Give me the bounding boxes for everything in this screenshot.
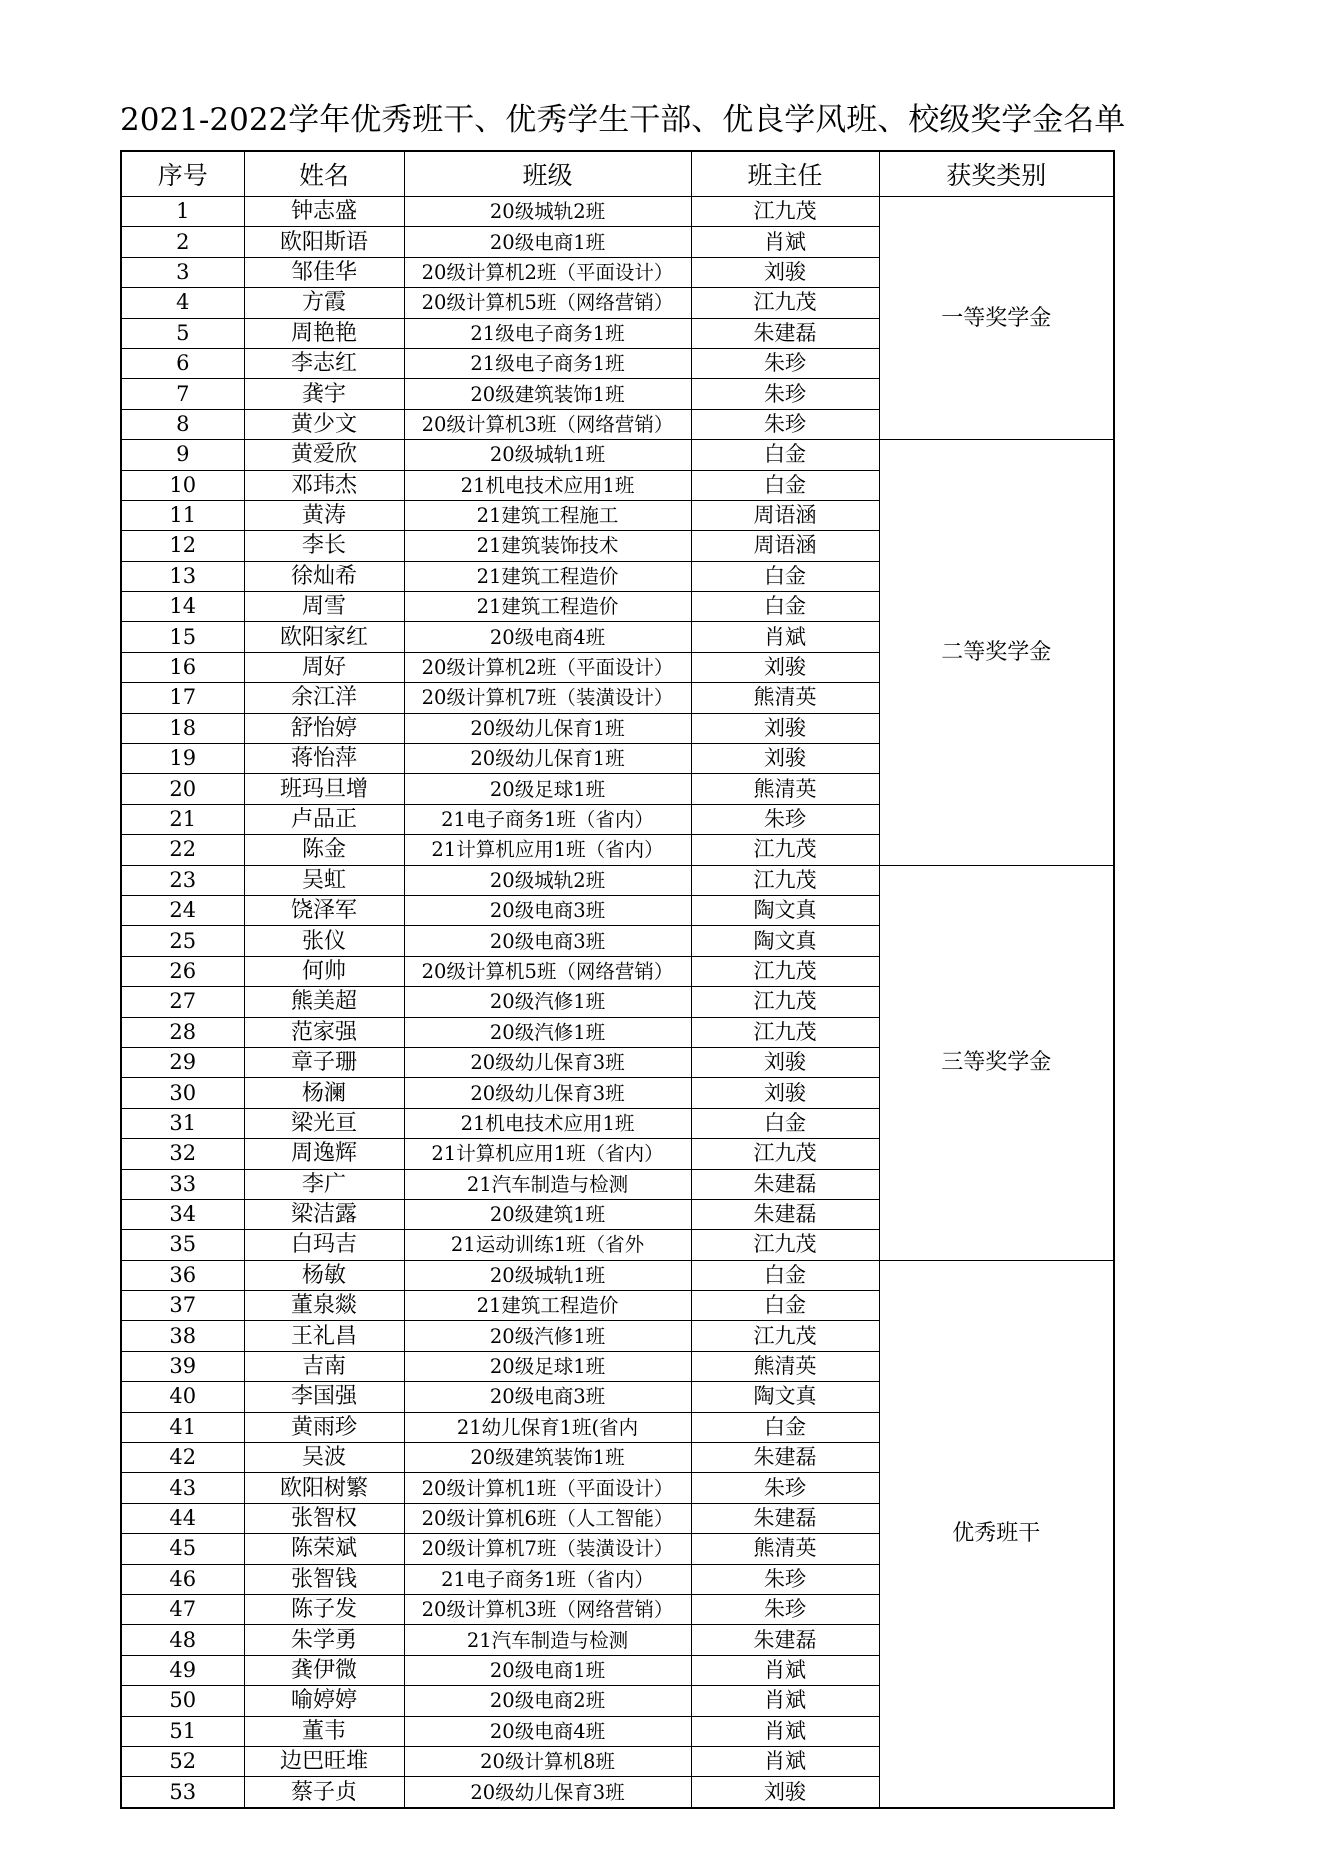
head-teacher: 熊清英 bbox=[691, 1534, 879, 1564]
class-name: 21级电子商务1班 bbox=[404, 348, 691, 378]
class-name: 21建筑工程造价 bbox=[404, 561, 691, 591]
student-name: 卢品正 bbox=[244, 804, 404, 834]
head-teacher: 朱建磊 bbox=[691, 1199, 879, 1229]
class-name: 20级城轨2班 bbox=[404, 865, 691, 895]
class-name: 21机电技术应用1班 bbox=[404, 470, 691, 500]
student-name: 李国强 bbox=[244, 1382, 404, 1412]
student-name: 梁光亘 bbox=[244, 1108, 404, 1138]
row-index: 38 bbox=[121, 1321, 244, 1351]
student-name: 董泉燚 bbox=[244, 1291, 404, 1321]
class-name: 20级建筑装饰1班 bbox=[404, 1443, 691, 1473]
row-index: 24 bbox=[121, 895, 244, 925]
head-teacher: 刘骏 bbox=[691, 1047, 879, 1077]
row-index: 30 bbox=[121, 1078, 244, 1108]
head-teacher: 朱建磊 bbox=[691, 1169, 879, 1199]
row-index: 39 bbox=[121, 1351, 244, 1381]
student-name: 梁洁露 bbox=[244, 1199, 404, 1229]
head-teacher: 熊清英 bbox=[691, 1351, 879, 1381]
head-teacher: 肖斌 bbox=[691, 1746, 879, 1776]
head-teacher: 白金 bbox=[691, 592, 879, 622]
student-name: 王礼昌 bbox=[244, 1321, 404, 1351]
class-name: 20级城轨1班 bbox=[404, 1260, 691, 1290]
head-teacher: 肖斌 bbox=[691, 1716, 879, 1746]
row-index: 3 bbox=[121, 257, 244, 287]
class-name: 20级计算机5班（网络营销） bbox=[404, 288, 691, 318]
header-class: 班级 bbox=[404, 151, 691, 197]
student-name: 李志红 bbox=[244, 348, 404, 378]
class-name: 21建筑工程造价 bbox=[404, 592, 691, 622]
header-teacher: 班主任 bbox=[691, 151, 879, 197]
head-teacher: 陶文真 bbox=[691, 895, 879, 925]
student-name: 龚伊微 bbox=[244, 1655, 404, 1685]
row-index: 6 bbox=[121, 348, 244, 378]
row-index: 15 bbox=[121, 622, 244, 652]
head-teacher: 朱珍 bbox=[691, 1564, 879, 1594]
class-name: 20级建筑装饰1班 bbox=[404, 379, 691, 409]
student-name: 欧阳树繁 bbox=[244, 1473, 404, 1503]
row-index: 17 bbox=[121, 683, 244, 713]
row-index: 7 bbox=[121, 379, 244, 409]
header-award-category: 获奖类别 bbox=[879, 151, 1114, 197]
class-name: 20级电商1班 bbox=[404, 1655, 691, 1685]
student-name: 章子珊 bbox=[244, 1047, 404, 1077]
award-category: 三等奖学金 bbox=[879, 865, 1114, 1260]
class-name: 21机电技术应用1班 bbox=[404, 1108, 691, 1138]
class-name: 20级计算机2班（平面设计） bbox=[404, 257, 691, 287]
row-index: 14 bbox=[121, 592, 244, 622]
class-name: 21汽车制造与检测 bbox=[404, 1169, 691, 1199]
class-name: 20级足球1班 bbox=[404, 1351, 691, 1381]
row-index: 43 bbox=[121, 1473, 244, 1503]
head-teacher: 刘骏 bbox=[691, 257, 879, 287]
class-name: 21建筑工程施工 bbox=[404, 500, 691, 530]
class-name: 20级汽修1班 bbox=[404, 1017, 691, 1047]
student-name: 黄雨珍 bbox=[244, 1412, 404, 1442]
class-name: 20级计算机7班（装潢设计） bbox=[404, 1534, 691, 1564]
head-teacher: 江九茂 bbox=[691, 835, 879, 865]
row-index: 37 bbox=[121, 1291, 244, 1321]
row-index: 40 bbox=[121, 1382, 244, 1412]
class-name: 20级计算机5班（网络营销） bbox=[404, 956, 691, 986]
class-name: 20级幼儿保育3班 bbox=[404, 1078, 691, 1108]
class-name: 20级计算机1班（平面设计） bbox=[404, 1473, 691, 1503]
student-name: 杨敏 bbox=[244, 1260, 404, 1290]
student-name: 欧阳斯语 bbox=[244, 227, 404, 257]
head-teacher: 周语涵 bbox=[691, 500, 879, 530]
class-name: 20级电商4班 bbox=[404, 622, 691, 652]
class-name: 21运动训练1班（省外 bbox=[404, 1230, 691, 1260]
class-name: 20级城轨2班 bbox=[404, 197, 691, 227]
student-name: 杨澜 bbox=[244, 1078, 404, 1108]
head-teacher: 江九茂 bbox=[691, 288, 879, 318]
student-name: 吴波 bbox=[244, 1443, 404, 1473]
table-row bbox=[121, 440, 1114, 470]
head-teacher: 刘骏 bbox=[691, 652, 879, 682]
row-index: 48 bbox=[121, 1625, 244, 1655]
row-index: 10 bbox=[121, 470, 244, 500]
head-teacher: 白金 bbox=[691, 1291, 879, 1321]
student-name: 吴虹 bbox=[244, 865, 404, 895]
row-index: 4 bbox=[121, 288, 244, 318]
class-name: 20级幼儿保育3班 bbox=[404, 1047, 691, 1077]
row-index: 2 bbox=[121, 227, 244, 257]
student-name: 张仪 bbox=[244, 926, 404, 956]
student-name: 陈荣斌 bbox=[244, 1534, 404, 1564]
class-name: 20级计算机8班 bbox=[404, 1746, 691, 1776]
class-name: 20级幼儿保育1班 bbox=[404, 744, 691, 774]
head-teacher: 白金 bbox=[691, 440, 879, 470]
student-name: 饶泽军 bbox=[244, 895, 404, 925]
student-name: 周好 bbox=[244, 652, 404, 682]
row-index: 19 bbox=[121, 744, 244, 774]
row-index: 11 bbox=[121, 500, 244, 530]
award-table bbox=[120, 150, 1115, 1809]
row-index: 16 bbox=[121, 652, 244, 682]
class-name: 21幼儿保育1班(省内 bbox=[404, 1412, 691, 1442]
row-index: 18 bbox=[121, 713, 244, 743]
head-teacher: 江九茂 bbox=[691, 1321, 879, 1351]
student-name: 白玛吉 bbox=[244, 1230, 404, 1260]
head-teacher: 朱珍 bbox=[691, 409, 879, 439]
head-teacher: 朱珍 bbox=[691, 348, 879, 378]
student-name: 黄涛 bbox=[244, 500, 404, 530]
student-name: 欧阳家红 bbox=[244, 622, 404, 652]
student-name: 徐灿希 bbox=[244, 561, 404, 591]
student-name: 朱学勇 bbox=[244, 1625, 404, 1655]
table-row bbox=[121, 197, 1114, 227]
head-teacher: 江九茂 bbox=[691, 1017, 879, 1047]
row-index: 47 bbox=[121, 1594, 244, 1624]
student-name: 周艳艳 bbox=[244, 318, 404, 348]
student-name: 边巴旺堆 bbox=[244, 1746, 404, 1776]
class-name: 20级计算机7班（装潢设计） bbox=[404, 683, 691, 713]
class-name: 21电子商务1班（省内） bbox=[404, 1564, 691, 1594]
head-teacher: 江九茂 bbox=[691, 1139, 879, 1169]
head-teacher: 白金 bbox=[691, 470, 879, 500]
table-row bbox=[121, 865, 1114, 895]
student-name: 喻婷婷 bbox=[244, 1686, 404, 1716]
student-name: 邓玮杰 bbox=[244, 470, 404, 500]
head-teacher: 朱珍 bbox=[691, 379, 879, 409]
class-name: 21汽车制造与检测 bbox=[404, 1625, 691, 1655]
head-teacher: 周语涵 bbox=[691, 531, 879, 561]
student-name: 班玛旦增 bbox=[244, 774, 404, 804]
table-header bbox=[121, 151, 1114, 197]
head-teacher: 朱建磊 bbox=[691, 1443, 879, 1473]
student-name: 张智权 bbox=[244, 1503, 404, 1533]
student-name: 龚宇 bbox=[244, 379, 404, 409]
award-category: 优秀班干 bbox=[879, 1260, 1114, 1808]
class-name: 20级足球1班 bbox=[404, 774, 691, 804]
student-name: 蒋怡萍 bbox=[244, 744, 404, 774]
class-name: 21计算机应用1班（省内） bbox=[404, 1139, 691, 1169]
row-index: 42 bbox=[121, 1443, 244, 1473]
row-index: 33 bbox=[121, 1169, 244, 1199]
student-name: 董韦 bbox=[244, 1716, 404, 1746]
row-index: 9 bbox=[121, 440, 244, 470]
award-category: 二等奖学金 bbox=[879, 440, 1114, 865]
row-index: 27 bbox=[121, 987, 244, 1017]
class-name: 20级电商2班 bbox=[404, 1686, 691, 1716]
class-name: 21建筑工程造价 bbox=[404, 1291, 691, 1321]
table-row bbox=[121, 1260, 1114, 1290]
head-teacher: 刘骏 bbox=[691, 713, 879, 743]
class-name: 20级电商3班 bbox=[404, 926, 691, 956]
student-name: 舒怡婷 bbox=[244, 713, 404, 743]
row-index: 8 bbox=[121, 409, 244, 439]
row-index: 1 bbox=[121, 197, 244, 227]
head-teacher: 江九茂 bbox=[691, 865, 879, 895]
student-name: 范家强 bbox=[244, 1017, 404, 1047]
class-name: 20级电商1班 bbox=[404, 227, 691, 257]
row-index: 45 bbox=[121, 1534, 244, 1564]
student-name: 熊美超 bbox=[244, 987, 404, 1017]
class-name: 20级计算机2班（平面设计） bbox=[404, 652, 691, 682]
student-name: 周逸辉 bbox=[244, 1139, 404, 1169]
student-name: 周雪 bbox=[244, 592, 404, 622]
row-index: 32 bbox=[121, 1139, 244, 1169]
student-name: 蔡子贞 bbox=[244, 1777, 404, 1808]
head-teacher: 白金 bbox=[691, 1412, 879, 1442]
row-index: 51 bbox=[121, 1716, 244, 1746]
head-teacher: 白金 bbox=[691, 561, 879, 591]
class-name: 20级汽修1班 bbox=[404, 1321, 691, 1351]
student-name: 何帅 bbox=[244, 956, 404, 986]
head-teacher: 熊清英 bbox=[691, 683, 879, 713]
head-teacher: 朱建磊 bbox=[691, 1625, 879, 1655]
head-teacher: 朱珍 bbox=[691, 1594, 879, 1624]
row-index: 5 bbox=[121, 318, 244, 348]
student-name: 陈金 bbox=[244, 835, 404, 865]
header-row bbox=[121, 151, 1114, 197]
row-index: 21 bbox=[121, 804, 244, 834]
head-teacher: 肖斌 bbox=[691, 227, 879, 257]
class-name: 20级城轨1班 bbox=[404, 440, 691, 470]
head-teacher: 江九茂 bbox=[691, 956, 879, 986]
table-body bbox=[121, 197, 1114, 1808]
class-name: 20级计算机6班（人工智能） bbox=[404, 1503, 691, 1533]
class-name: 20级计算机3班（网络营销） bbox=[404, 409, 691, 439]
class-name: 21电子商务1班（省内） bbox=[404, 804, 691, 834]
student-name: 张智钱 bbox=[244, 1564, 404, 1594]
class-name: 20级电商4班 bbox=[404, 1716, 691, 1746]
student-name: 余江洋 bbox=[244, 683, 404, 713]
head-teacher: 江九茂 bbox=[691, 197, 879, 227]
head-teacher: 江九茂 bbox=[691, 1230, 879, 1260]
student-name: 钟志盛 bbox=[244, 197, 404, 227]
row-index: 13 bbox=[121, 561, 244, 591]
head-teacher: 刘骏 bbox=[691, 1777, 879, 1808]
row-index: 53 bbox=[121, 1777, 244, 1808]
row-index: 35 bbox=[121, 1230, 244, 1260]
head-teacher: 陶文真 bbox=[691, 1382, 879, 1412]
class-name: 20级计算机3班（网络营销） bbox=[404, 1594, 691, 1624]
row-index: 44 bbox=[121, 1503, 244, 1533]
header-index: 序号 bbox=[121, 151, 244, 197]
student-name: 李长 bbox=[244, 531, 404, 561]
head-teacher: 熊清英 bbox=[691, 774, 879, 804]
head-teacher: 白金 bbox=[691, 1108, 879, 1138]
header-name: 姓名 bbox=[244, 151, 404, 197]
row-index: 26 bbox=[121, 956, 244, 986]
student-name: 李广 bbox=[244, 1169, 404, 1199]
row-index: 52 bbox=[121, 1746, 244, 1776]
class-name: 20级建筑1班 bbox=[404, 1199, 691, 1229]
head-teacher: 朱建磊 bbox=[691, 318, 879, 348]
row-index: 12 bbox=[121, 531, 244, 561]
row-index: 41 bbox=[121, 1412, 244, 1442]
row-index: 28 bbox=[121, 1017, 244, 1047]
head-teacher: 刘骏 bbox=[691, 744, 879, 774]
class-name: 20级汽修1班 bbox=[404, 987, 691, 1017]
row-index: 31 bbox=[121, 1108, 244, 1138]
head-teacher: 白金 bbox=[691, 1260, 879, 1290]
row-index: 50 bbox=[121, 1686, 244, 1716]
head-teacher: 朱建磊 bbox=[691, 1503, 879, 1533]
class-name: 20级幼儿保育1班 bbox=[404, 713, 691, 743]
student-name: 方霞 bbox=[244, 288, 404, 318]
row-index: 36 bbox=[121, 1260, 244, 1290]
head-teacher: 陶文真 bbox=[691, 926, 879, 956]
class-name: 20级幼儿保育3班 bbox=[404, 1777, 691, 1808]
class-name: 21计算机应用1班（省内） bbox=[404, 835, 691, 865]
row-index: 46 bbox=[121, 1564, 244, 1594]
page-title: 2021-2022学年优秀班干、优秀学生干部、优良学风班、校级奖学金名单 bbox=[120, 102, 1126, 138]
row-index: 23 bbox=[121, 865, 244, 895]
class-name: 21建筑装饰技术 bbox=[404, 531, 691, 561]
student-name: 黄少文 bbox=[244, 409, 404, 439]
head-teacher: 朱珍 bbox=[691, 804, 879, 834]
row-index: 49 bbox=[121, 1655, 244, 1685]
student-name: 黄爱欣 bbox=[244, 440, 404, 470]
student-name: 邹佳华 bbox=[244, 257, 404, 287]
head-teacher: 肖斌 bbox=[691, 622, 879, 652]
row-index: 25 bbox=[121, 926, 244, 956]
row-index: 34 bbox=[121, 1199, 244, 1229]
head-teacher: 刘骏 bbox=[691, 1078, 879, 1108]
head-teacher: 朱珍 bbox=[691, 1473, 879, 1503]
student-name: 吉南 bbox=[244, 1351, 404, 1381]
head-teacher: 肖斌 bbox=[691, 1686, 879, 1716]
row-index: 20 bbox=[121, 774, 244, 804]
class-name: 20级电商3班 bbox=[404, 895, 691, 925]
class-name: 21级电子商务1班 bbox=[404, 318, 691, 348]
student-name: 陈子发 bbox=[244, 1594, 404, 1624]
row-index: 22 bbox=[121, 835, 244, 865]
row-index: 29 bbox=[121, 1047, 244, 1077]
award-category: 一等奖学金 bbox=[879, 197, 1114, 440]
head-teacher: 肖斌 bbox=[691, 1655, 879, 1685]
class-name: 20级电商3班 bbox=[404, 1382, 691, 1412]
head-teacher: 江九茂 bbox=[691, 987, 879, 1017]
